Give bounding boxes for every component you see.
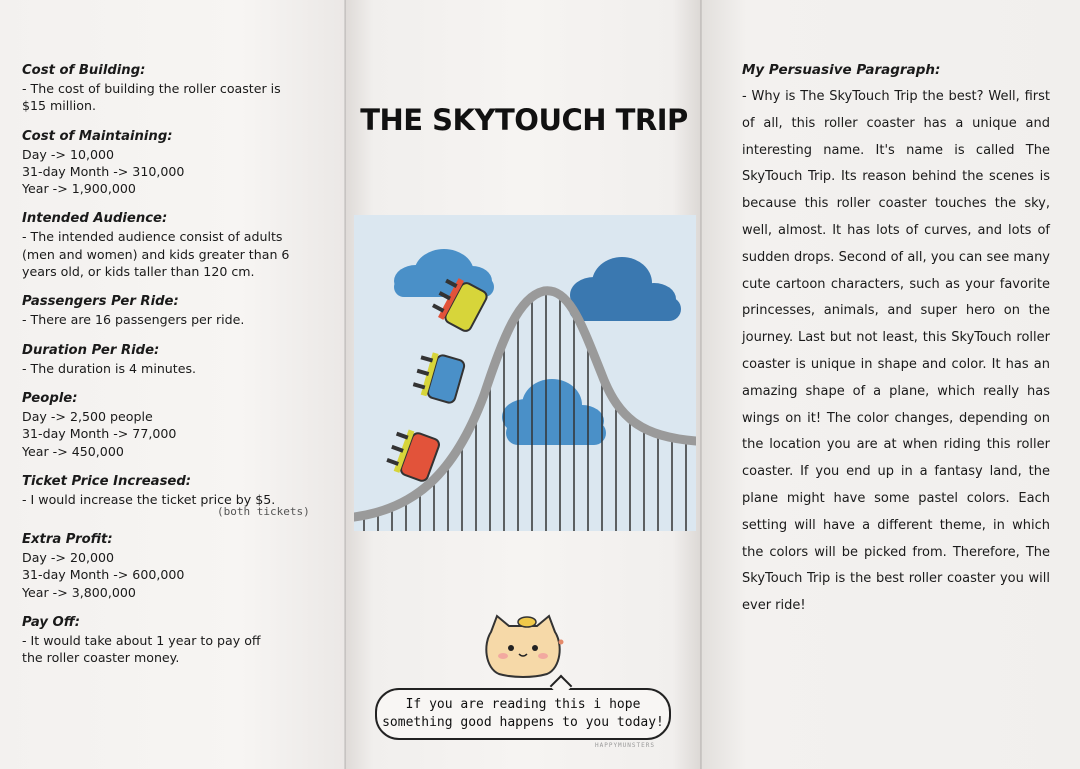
left-sections [22,62,335,667]
section-line: Day -> 20,000 [22,550,115,566]
section-line: Year -> 1,900,000 [22,181,136,197]
section-title: Cost of Maintaining: [22,128,173,144]
section-title: Extra Profit: [22,532,113,548]
section-title: Duration Per Ride: [22,342,160,358]
info-section [22,342,335,377]
section-line: Day -> 2,500 people [22,408,153,424]
section-line: - I would increase the ticket price by $5. [22,491,276,507]
section-line: (men and women) and kids greater than 6 [22,246,290,262]
section-line: - It would take about 1 year to pay off [22,633,261,649]
section-line: $15 million. [22,98,96,114]
roller-coaster-illustration [354,215,696,531]
section-title: People: [22,390,78,406]
left-panel [0,0,345,769]
section-line: years old, or kids taller than 120 cm. [22,264,255,280]
info-section [22,390,335,460]
right-panel [701,0,1080,769]
info-section [22,62,335,115]
brochure-title: THE SKYTOUCH TRIP [360,103,688,137]
section-title: Pay Off: [22,615,80,631]
section-title: Passengers Per Ride: [22,294,179,310]
section-line: - The intended audience consist of adults [22,229,283,245]
persuasive-paragraph: - Why is The SkyTouch Trip the best? Well, first of all, this roller coaster has a unique and interesting name. It's name is called The SkyTouch Trip. Its reason behind the scenes is because this roller coaster touches the sky, well, almost. It has lots of curves, and lots of sudden drops. Second of all, you can see many cute cartoon characters, such as your favorite princesses, animals, and super hero on the journey. Last but not least, this SkyTouch roller coaster is unique in shape and color. It has an amazing shape of a plane, which really has wings on it! The color changes, depending on the location you are at when riding this roller coaster. If you end up in a fantasy land, the plane might have some pastel colors. Each setting will have a different theme, in which the colors will be picked from. Therefore, The SkyTouch Trip is the best roller coaster you will ever ride! [742,89,1050,614]
info-section [22,210,335,280]
info-section [22,293,335,328]
section-title: Ticket Price Increased: [22,473,192,489]
info-section [22,531,335,601]
section-line: the roller coaster money. [22,650,180,666]
info-section [22,614,335,667]
info-section [22,473,335,518]
speech-line-1: If you are reading this i hope [405,697,641,712]
section-line: - The cost of building the roller coaster is [22,81,281,96]
section-line: Day -> 10,000 [22,146,115,162]
paragraph-title: My Persuasive Paragraph: [742,62,941,78]
fold-line [700,0,702,769]
section-line: Year -> 450,000 [22,443,124,459]
middle-panel [345,0,701,769]
speech-bubble [375,688,671,740]
speech-line-2: something good happens to you today! [382,715,664,730]
section-title: Intended Audience: [22,211,168,227]
section-title: Cost of Building: [22,63,146,78]
cat-icon [481,612,565,678]
section-line: Year -> 3,800,000 [22,584,136,600]
section-line: - The duration is 4 minutes. [22,360,197,376]
handwritten-note: (both tickets) [217,505,310,519]
info-section [22,128,335,198]
speech-tail [550,675,573,698]
credit-text: HAPPYMUNSTERS [595,742,655,749]
section-line: 31-day Month -> 310,000 [22,163,185,179]
section-line: 31-day Month -> 600,000 [22,567,185,583]
section-line: 31-day Month -> 77,000 [22,426,177,442]
section-line: - There are 16 passengers per ride. [22,312,245,328]
fold-line [344,0,346,769]
